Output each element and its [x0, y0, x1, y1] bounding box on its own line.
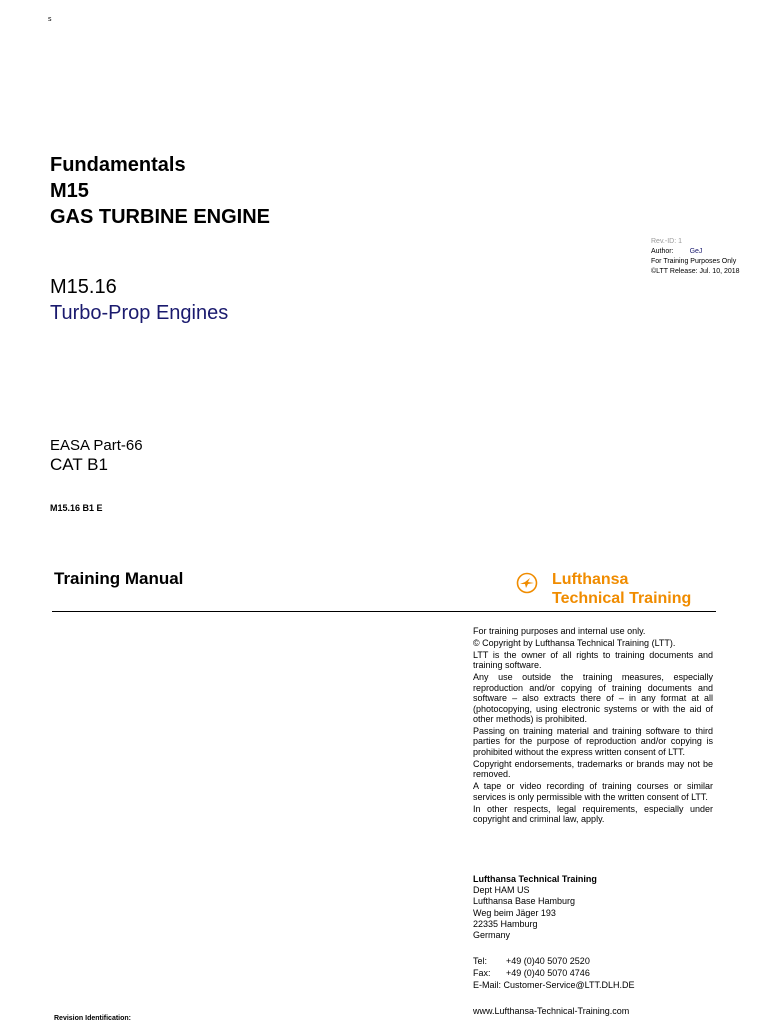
- address-base: Lufthansa Base Hamburg: [473, 896, 576, 907]
- fax-label: Fax:: [473, 968, 491, 978]
- easa-label: EASA Part-66: [50, 437, 143, 454]
- rev-id: Rev.-ID: 1: [651, 238, 682, 245]
- title-fundamentals: Fundamentals: [50, 154, 186, 176]
- email-address[interactable]: E-Mail: Customer-Service@LTT.DLH.DE: [473, 980, 635, 990]
- logo-name: Lufthansa: [552, 571, 629, 588]
- crane-logo-icon: [516, 572, 538, 594]
- legal-paragraph: In other respects, legal requirements, especially under copyright and criminal law, apply.: [473, 803, 713, 825]
- lufthansa-logo: [516, 570, 716, 610]
- contact-info: [473, 955, 713, 991]
- fax-row: [473, 967, 713, 979]
- legal-paragraph: Passing on training material and training software to third parties for the purpose of reproduction and/or copying is prohibited without the express written consent of LTT.: [473, 726, 713, 757]
- header-divider: [52, 611, 716, 612]
- phone-label: Tel:: [473, 956, 488, 966]
- legal-paragraph: A tape or video recording of training courses or similar services is only permissible with the written consent of LTT.: [473, 781, 713, 802]
- fax-number: +49 (0)40 5070 4746: [506, 968, 590, 978]
- address-city: 22335 Hamburg: [473, 918, 538, 929]
- logo-subtitle: Technical Training: [552, 590, 692, 607]
- address-country: Germany: [473, 930, 511, 941]
- document-code: M15.16 B1 E: [50, 503, 103, 513]
- corner-mark: s: [48, 16, 52, 23]
- purpose-note: For Training Purposes Only: [651, 258, 737, 265]
- training-manual-label: Training Manual: [54, 569, 184, 588]
- release-note: ©LTT Release: Jul. 10, 2018: [651, 268, 740, 275]
- module-title: Turbo-Prop Engines: [50, 302, 229, 324]
- phone-number: +49 (0)40 5070 2520: [506, 956, 590, 966]
- address-dept: Dept HAM US: [473, 885, 530, 896]
- legal-notice: [473, 626, 713, 826]
- phone-row: [473, 955, 713, 967]
- revision-identification-label: Revision Identification:: [54, 1015, 132, 1022]
- author-label: Author:: [651, 248, 674, 255]
- website-link[interactable]: www.Lufthansa-Technical-Training.com: [473, 1006, 630, 1016]
- company-name: Lufthansa Technical Training: [473, 874, 597, 884]
- legal-paragraph: Copyright endorsements, trademarks or brands may not be removed.: [473, 758, 713, 780]
- title-module-number: M15: [50, 180, 89, 202]
- author-row: [651, 247, 740, 257]
- legal-paragraph: Any use outside the training measures, especially reproduction and/or copying of training documents and software – also extracts there of – in any format at all (photocopying, using electronic systems or with the aid of other methods) is prohibited.: [473, 672, 713, 725]
- module-code: M15.16: [50, 276, 117, 298]
- legal-paragraph: For training purposes and internal use only.: [473, 626, 646, 636]
- legal-paragraph: LTT is the owner of all rights to training documents and training software.: [473, 650, 713, 671]
- category-label: CAT B1: [50, 455, 108, 474]
- title-subject: GAS TURBINE ENGINE: [50, 206, 271, 228]
- legal-paragraph: © Copyright by Lufthansa Technical Training (LTT).: [473, 638, 676, 648]
- company-address: [473, 874, 713, 941]
- revision-meta: [651, 237, 740, 277]
- address-street: Weg beim Jäger 193: [473, 907, 556, 918]
- author-value: GeJ: [689, 248, 703, 255]
